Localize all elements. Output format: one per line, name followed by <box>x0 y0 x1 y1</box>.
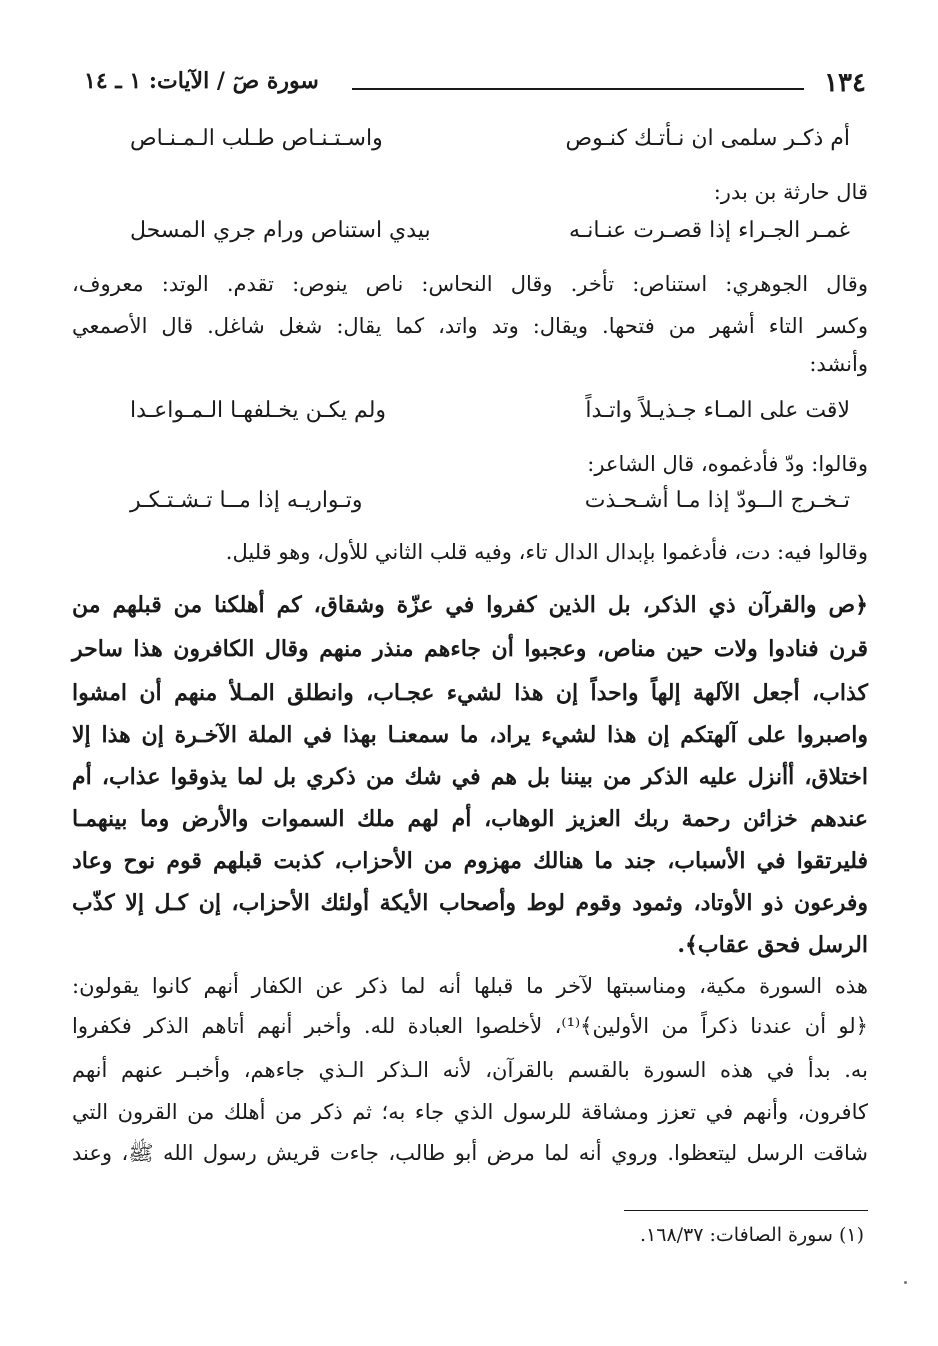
commentary-line: ﴿لو أن عندنا ذكراً من الأولين﴾⁽¹⁾، لأخلصوا العبادة لله. وأخبر أنهم أتاهم الذكر فكفروا <box>72 1014 868 1038</box>
quran-line: اختلاق، أأنزل عليه الذكر من بيننا بل هم في شك من ذكري بل لما يذوقوا عذاب، أم <box>72 764 868 790</box>
page-number: ١٣٤ <box>824 68 866 98</box>
poetry-verse <box>130 398 850 438</box>
verse-second-hemistich: ولم يكـن يخـلفهـا الـمـواعـدا <box>130 398 387 423</box>
quran-line: الرسل فحق عقاب﴾. <box>677 932 868 958</box>
scan-speck <box>904 1281 907 1284</box>
footnote: (١) سورة الصافات: ١٦٨/٣٧. <box>639 1224 864 1246</box>
verse-second-hemistich: واسـتـنـاص طـلب الـمـنـاص <box>130 126 383 151</box>
text-line: وقالوا فيه: دت، فأدغموا بإبدال الدال تاء، وفيه قلب الثاني للأول، وهو قليل. <box>225 540 868 564</box>
verse-second-hemistich: بيدي استناص ورام جري المسحل <box>130 218 431 243</box>
quran-line: وفرعون ذو الأوتاد، وثمود وقوم لوط وأصحاب الأيكة أولئك الأحزاب، إن كـل إلا كذّب <box>72 890 868 916</box>
commentary-line: به. بدأ في هذه السورة بالقسم بالقرآن، لأنه الـذكر الـذي جاءهم، وأخبـر عنهم أنهم <box>72 1058 868 1082</box>
footnote-rule <box>624 1210 868 1211</box>
commentary-line: كافرون، وأنهم في تعزز ومشاقة للرسول الذي جاء به؛ ثم ذكر من أهلك من القرون التي <box>72 1100 868 1124</box>
verse-first-hemistich: غمـر الجـراء إذا قصـرت عنـانـه <box>568 218 850 243</box>
page-header <box>84 66 866 102</box>
text-line: قال حارثة بن بدر: <box>713 180 868 204</box>
poetry-verse <box>130 488 850 528</box>
text-line: وأنشد: <box>809 352 868 376</box>
poetry-verse <box>130 218 850 258</box>
verse-first-hemistich: لاقت على المـاء جـذيـلاً واتـداً <box>585 398 850 423</box>
quran-line: فليرتقوا في الأسباب، جند ما هنالك مهزوم من الأحزاب، كذبت قبلهم قوم نوح وعاد <box>72 848 868 874</box>
quran-line: قرن فنادوا ولات حين مناص، وعجبوا أن جاءهم منذر منهم وقال الكافرون هذا ساحر <box>72 636 868 662</box>
verse-second-hemistich: وتـواريـه إذا مــا تـشـتـكـر <box>130 488 363 513</box>
text-line: وكسر التاء أشهر من فتحها. ويقال: وتد واتد، كما يقال: شغل شاغل. قال الأصمعي <box>72 314 868 338</box>
text-line: وقال الجوهري: استناص: تأخر. وقال النحاس: ناص ينوص: تقدم. الوتد: معروف، <box>72 272 868 296</box>
commentary-line: هذه السورة مكية، ومناسبتها لآخر ما قبلها أنه لما ذكر عن الكفار أنهم كانوا يقولون: <box>72 974 868 998</box>
quran-line: عندهم خزائن رحمة ربك العزيز الوهاب، أم لهم ملك السموات والأرض وما بينهمـا <box>72 806 868 832</box>
poetry-verse <box>130 126 850 166</box>
verse-first-hemistich: تـخـرج الــودّ إذا مـا أشـحـذت <box>584 488 850 513</box>
verse-first-hemistich: أم ذكـر سلمى ان نـأتـك كنـوص <box>565 126 850 151</box>
running-title: سورة صٓ / الآيات: ١ ـ ١٤ <box>84 68 319 94</box>
quran-line: واصبروا على آلهتكم إن هذا لشيء يراد، ما سمعنـا بهذا في الملة الآخـرة إن هذا إلا <box>72 722 868 748</box>
text-line: وقالوا: ودّ فأدغموه، قال الشاعر: <box>587 452 868 476</box>
commentary-line: شاقت الرسل ليتعظوا. وروي أنه لما مرض أبو طالب، جاءت قريش رسول الله ﷺ، وعند <box>72 1141 868 1165</box>
quran-line: كذاب، أجعل الآلهة إلهاً واحداً إن هذا لشيء عجـاب، وانطلق المـلأ منهم أن امشوا <box>72 680 868 706</box>
quran-line: ﴿ص والقرآن ذي الذكر، بل الذين كفروا في عزّة وشقاق، كم أهلكنا من قبلهم من <box>72 592 868 618</box>
header-rule <box>352 88 804 90</box>
